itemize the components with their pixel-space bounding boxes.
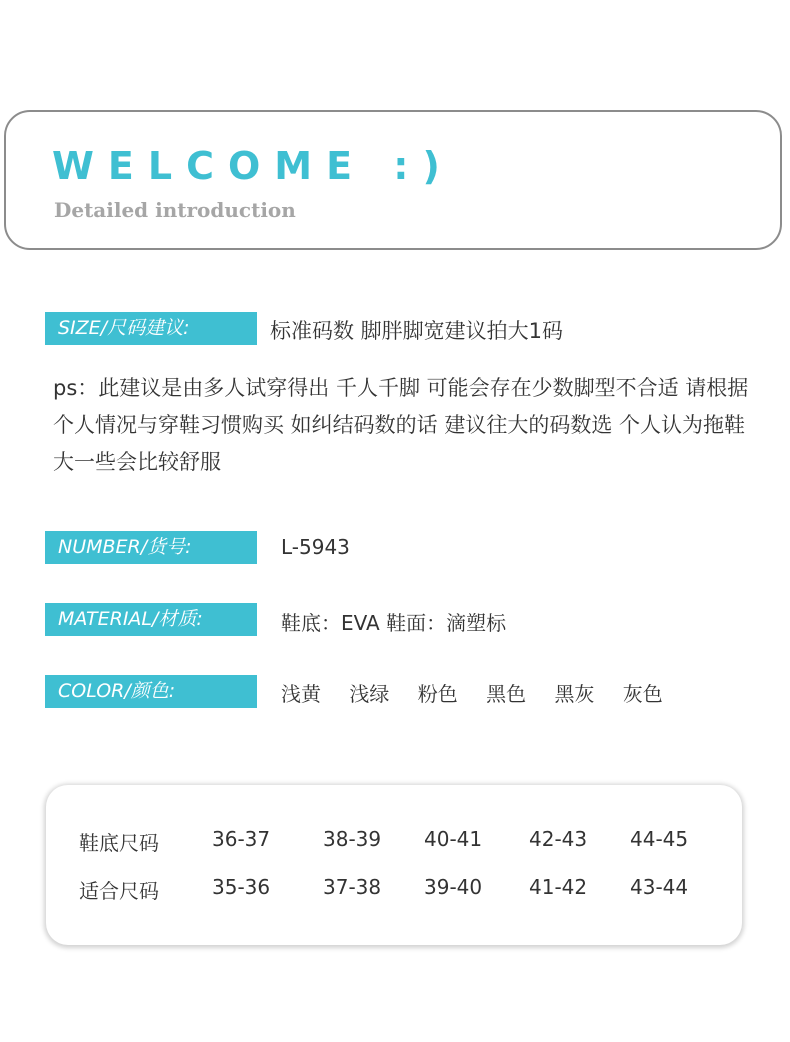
color-option: 黑灰 — [554, 682, 595, 706]
size-cell: 43-44 — [630, 875, 689, 899]
ps-note: ps：此建议是由多人试穿得出 千人千脚 可能会存在少数脚型不合适 请根据个人情况与穿鞋习惯购买 如纠结码数的话 建议往大的码数选 个人认为拖鞋大一些会比较舒服 — [53, 376, 749, 474]
size-value: 标准码数 脚胖脚宽建议拍大1码 — [270, 319, 564, 343]
size-cell: 41-42 — [529, 875, 588, 899]
color-option: 浅绿 — [349, 682, 390, 706]
material-value: 鞋底：EVA 鞋面：滴塑标 — [281, 611, 507, 635]
color-option: 黑色 — [486, 682, 527, 706]
welcome-subtitle: Detailed introduction — [54, 198, 296, 222]
size-cell: 39-40 — [424, 875, 483, 899]
size-table-row — [46, 827, 742, 857]
size-cell: 35-36 — [212, 875, 271, 899]
size-cell: 44-45 — [630, 827, 689, 851]
size-label: SIZE/尺码建议: — [45, 312, 257, 345]
size-cell: 38-39 — [323, 827, 382, 851]
size-cell: 40-41 — [424, 827, 483, 851]
size-table — [46, 785, 742, 945]
color-option: 粉色 — [417, 682, 458, 706]
number-value: L-5943 — [281, 535, 350, 559]
welcome-banner — [4, 110, 782, 250]
row-header: 鞋底尺码 — [79, 831, 159, 855]
size-cell: 37-38 — [323, 875, 382, 899]
color-label: COLOR/颜色: — [45, 675, 257, 708]
row-header: 适合尺码 — [79, 879, 159, 903]
welcome-title: WELCOME :) — [52, 144, 454, 188]
number-label: NUMBER/货号: — [45, 531, 257, 564]
size-table-row — [46, 875, 742, 905]
size-cell: 36-37 — [212, 827, 271, 851]
size-cell: 42-43 — [529, 827, 588, 851]
color-options — [281, 678, 685, 707]
material-label: MATERIAL/材质: — [45, 603, 257, 636]
color-option: 灰色 — [622, 682, 663, 706]
color-option: 浅黄 — [281, 682, 321, 706]
